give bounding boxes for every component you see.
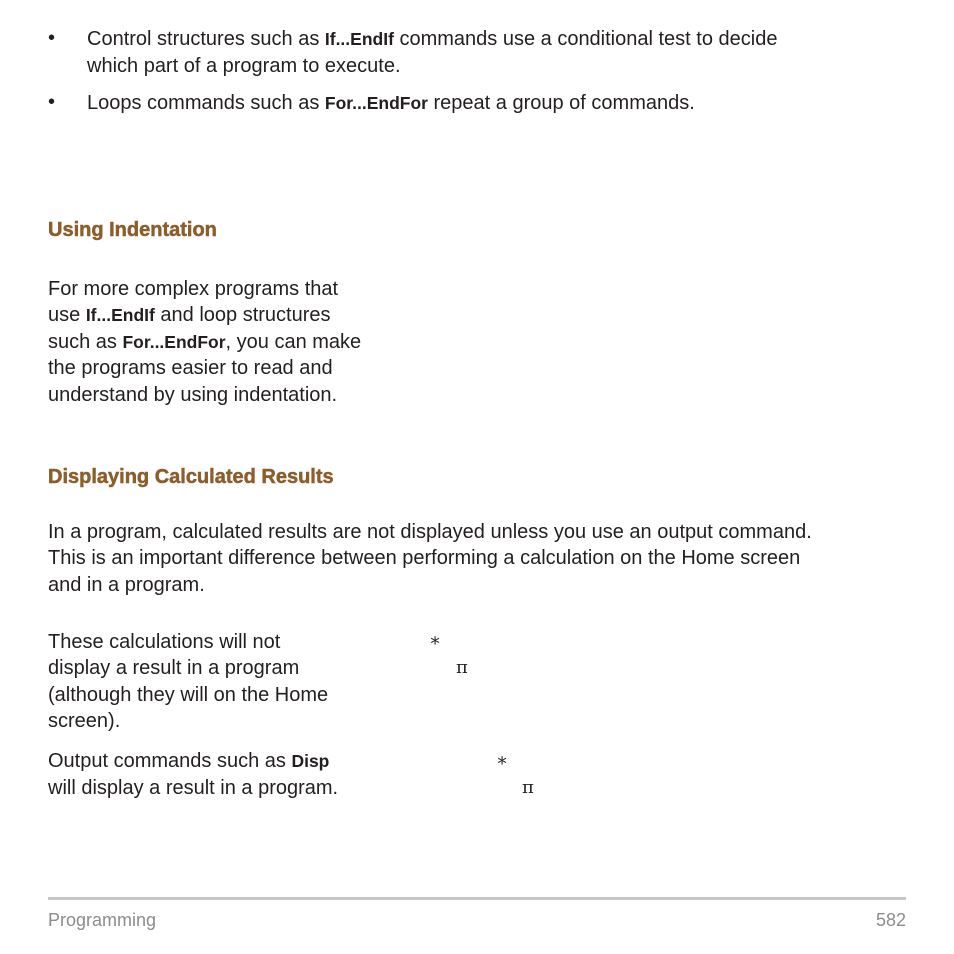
bullet-marker: •	[48, 91, 56, 113]
body-text: such as	[48, 331, 123, 353]
indentation-text-line: the programs easier to read and	[48, 357, 333, 379]
section-heading-displaying-results: Displaying Calculated Results	[48, 466, 334, 488]
indentation-text-line: For more complex programs that	[48, 278, 339, 300]
calc-text-line: (although they will on the Home	[48, 684, 329, 706]
command-name: For...EndFor	[122, 332, 226, 352]
indentation-text-line	[48, 329, 361, 356]
section-heading-indentation: Using Indentation	[48, 219, 217, 241]
command-name: If...EndIf	[85, 305, 155, 325]
calc-text-line: screen).	[48, 710, 121, 732]
bullet-text: repeat a group of commands.	[427, 92, 695, 114]
command-name: Disp	[291, 751, 330, 771]
calc-text-line: display a result in a program	[48, 657, 300, 679]
bullet-text: Control structures such as	[87, 28, 325, 50]
bullet-continuation: which part of a program to execute.	[87, 55, 401, 77]
output-text-line: will display a result in a program.	[48, 777, 339, 799]
paragraph-line: In a program, calculated results are not displayed unless you use an output command.	[48, 521, 812, 543]
bullet-text: commands use a conditional test to decide	[393, 28, 778, 50]
body-text: Output commands such as	[48, 750, 292, 772]
indentation-text-line	[48, 302, 331, 329]
calc-text-line: These calculations will not	[48, 631, 281, 653]
body-text: use	[48, 304, 86, 326]
indentation-text-line: understand by using indentation.	[48, 384, 338, 406]
body-text: and loop structures	[154, 304, 331, 326]
multiply-symbol-icon: ∗	[429, 630, 442, 651]
output-text-line	[48, 748, 329, 775]
page-number: 582	[875, 910, 906, 930]
bullet-marker: •	[48, 27, 56, 49]
paragraph-line: and in a program.	[48, 574, 205, 596]
bullet-item-control-structures	[87, 26, 777, 53]
body-text: , you can make	[225, 331, 362, 353]
pi-symbol-icon: π	[456, 657, 468, 678]
paragraph-line: This is an important difference between performing a calculation on the Home screen	[48, 547, 801, 569]
pi-symbol-icon: π	[522, 777, 534, 798]
bullet-item-loops	[87, 90, 695, 117]
footer-divider	[48, 897, 906, 900]
footer-chapter-title: Programming	[48, 910, 157, 930]
command-name: For...EndFor	[324, 93, 428, 113]
multiply-symbol-icon: ∗	[496, 750, 509, 771]
command-name: If...EndIf	[324, 29, 394, 49]
bullet-text: Loops commands such as	[87, 92, 325, 114]
